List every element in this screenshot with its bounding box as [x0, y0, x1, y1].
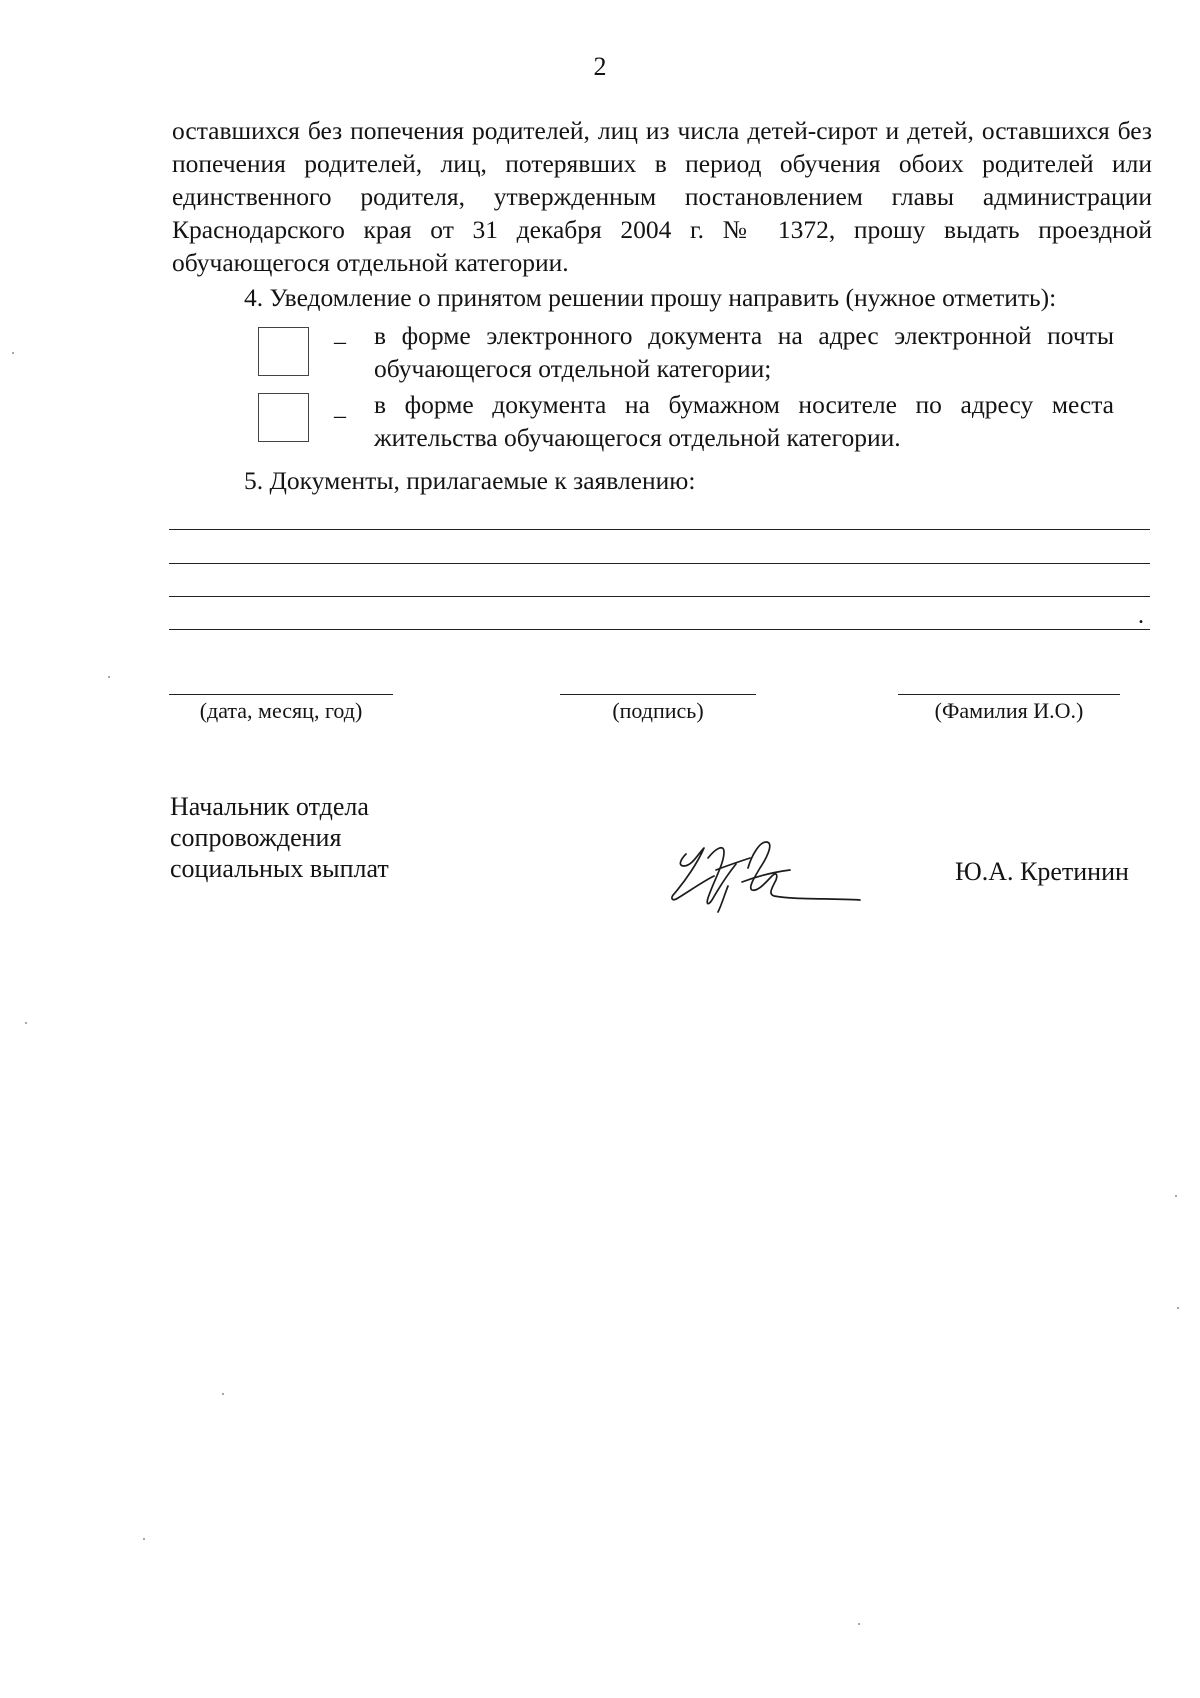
official-title-line: социальных выплат: [170, 854, 389, 883]
notify-email-checkbox[interactable]: [258, 327, 309, 376]
documents-blank-line[interactable]: [169, 596, 1150, 597]
scan-speck: [858, 1623, 860, 1625]
date-signature-line[interactable]: [169, 694, 393, 695]
scan-speck: [12, 352, 14, 354]
scan-speck: [25, 1022, 27, 1024]
option-dash: –: [334, 329, 346, 355]
official-name: Ю.А. Кретинин: [955, 857, 1129, 886]
name-caption: (Фамилия И.О.): [934, 698, 1084, 723]
official-title-line: сопровождения: [170, 823, 342, 852]
signature-caption: (подпись): [612, 698, 704, 723]
page-number: 2: [593, 52, 607, 81]
item-4-heading: 4. Уведомление о принятом решении прошу направить (нужное отметить):: [244, 283, 1057, 312]
official-title-line: Начальник отдела: [170, 792, 369, 821]
notify-email-option-text: в форме электронного документа на адрес электронной почты обучающегося отдельной категории;: [374, 321, 1114, 383]
official-title: [170, 791, 389, 884]
scan-speck: [222, 1393, 224, 1395]
documents-blank-line[interactable]: [169, 629, 1150, 630]
date-caption: (дата, месяц, год): [199, 698, 363, 723]
option-dash: –: [334, 403, 346, 429]
scan-speck: [143, 1538, 145, 1540]
notify-paper-option-text: в форме документа на бумажном носителе по адресу места жительства обучающегося отдельной категории.: [374, 390, 1114, 452]
scan-speck: [1177, 1307, 1179, 1309]
documents-blank-line[interactable]: [169, 529, 1150, 530]
scan-speck: [108, 676, 110, 678]
intro-paragraph: оставшихся без попечения родителей, лиц из числа детей-сирот и детей, оставшихся без попечения родителей, лиц, потерявших в период обучения обоих родителей или единственного родителя, утвержденным постановлением главы администрации Краснодарского края от 31 декабря 2004 г. № 1372, прошу выдать проездной обучающегося отдельной категории.: [172, 116, 1152, 277]
item-5-heading: 5. Документы, прилагаемые к заявлению:: [244, 466, 696, 495]
documents-blank-line[interactable]: [169, 563, 1150, 564]
scan-speck: [1175, 1195, 1177, 1197]
signature-line[interactable]: [560, 694, 756, 695]
notify-paper-checkbox[interactable]: [258, 393, 309, 442]
handwritten-signature: [668, 836, 868, 927]
list-end-dot: .: [1138, 603, 1144, 629]
name-signature-line[interactable]: [898, 694, 1120, 695]
